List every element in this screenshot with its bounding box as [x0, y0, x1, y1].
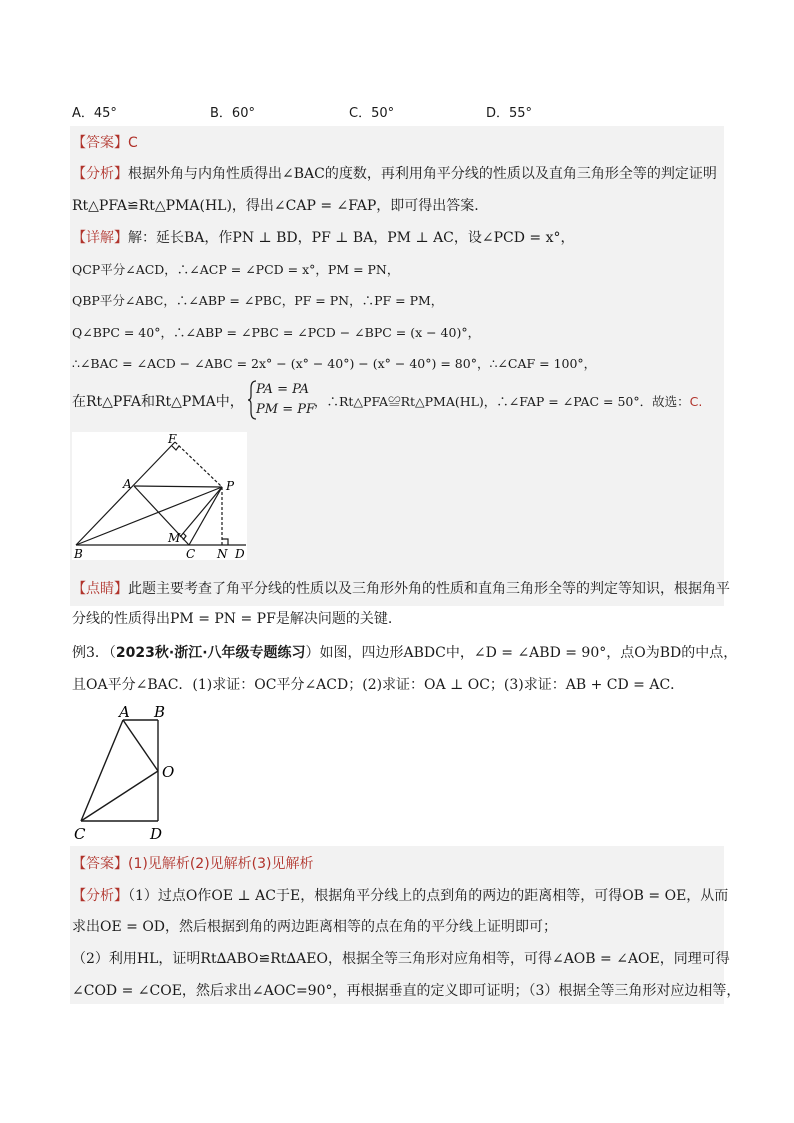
- line-AP: [134, 486, 222, 487]
- right-angle-M: [183, 533, 186, 540]
- figure-2: [72, 701, 182, 843]
- example3-text-1: ）如图，四边形ABDC中，∠D = ∠ABD = 90°，点O为BD的中点，: [305, 645, 738, 661]
- label-F: F: [168, 432, 177, 446]
- line-AO: [123, 720, 158, 771]
- label-B2: B: [154, 703, 166, 721]
- analysis2-line-4: ∠COD = ∠COE，然后求出∠AOC=90°，再根据垂直的定义即可证明；（3）根据全等三角形对应边相等，: [72, 983, 741, 999]
- choice-c: C．50°: [349, 106, 395, 121]
- analysis-line-2: Rt△PFA≌Rt△PMA(HL)，得出∠CAP = ∠FAP，即可得出答案.: [72, 198, 479, 214]
- label-P: P: [226, 479, 235, 493]
- label-A: A: [123, 477, 132, 491]
- line-FP: [175, 442, 222, 487]
- example3-prefix: 例3．（: [72, 645, 116, 661]
- label-B: B: [74, 547, 83, 560]
- right-angle-F: [172, 446, 179, 450]
- answer-line: [72, 133, 722, 153]
- brace-bottom: PM = PF: [256, 402, 315, 417]
- label-D2: D: [150, 825, 163, 843]
- detail-text-6-pre: 在Rt△PFA和Rt△PMA中，: [72, 394, 244, 410]
- example3-line-1: [72, 643, 738, 663]
- label-D: D: [235, 547, 245, 560]
- figure-1: [72, 432, 247, 560]
- line-CA: [81, 720, 123, 821]
- detail-line-4: Q∠BPC = 40°，∴∠ABP = ∠PBC = ∠PCD − ∠BPC = (x − 40)°，: [72, 325, 481, 340]
- comment-tag: 【点睛】: [72, 581, 128, 597]
- detail-text-1: 解：延长BA，作PN ⊥ BD，PF ⊥ BA，PM ⊥ AC，设∠PCD = x°，: [128, 230, 575, 246]
- answer-tag: 【答案】: [72, 135, 128, 151]
- answer-value: C: [128, 135, 138, 151]
- example3-source: 2023秋·浙江·八年级专题练习: [115, 645, 306, 661]
- comment-text-1: 此题主要考查了角平分线的性质以及三角形外角的性质和直角三角形全等的判定等知识，根据角平: [128, 581, 730, 597]
- label-C: C: [186, 547, 196, 560]
- label-N: N: [217, 547, 228, 560]
- label-M: M: [168, 531, 181, 545]
- brace-top: PA = PA: [256, 382, 310, 397]
- detail-line-6-post: [314, 392, 734, 412]
- answer2-line: [72, 854, 722, 874]
- detail-tag: 【详解】: [72, 230, 128, 246]
- comment-line-2: 分线的性质得出PM = PN = PF是解决问题的关键.: [72, 611, 393, 627]
- line-BP: [76, 487, 222, 545]
- analysis2-line-2: 求出OE = OD，然后根据到角的两边距离相等的点在角的平分线上证明即可；: [72, 919, 558, 935]
- right-angle-N: [222, 539, 228, 545]
- analysis-text-1: 根据外角与内角性质得出∠BAC的度数，再利用角平分线的性质以及直角三角形全等的判定证明: [128, 166, 717, 182]
- answer2-value: (1)见解析(2)见解析(3)见解析: [128, 856, 314, 872]
- figure-2-svg: [72, 701, 182, 843]
- example3-line-2: 且OA平分∠BAC．(1)求证：OC平分∠ACD；(2)求证：OA ⊥ OC；(3)求证：AB + CD = AC．: [72, 677, 685, 693]
- choice-a: A．45°: [72, 106, 117, 121]
- line-CO: [81, 771, 158, 821]
- label-A2: A: [119, 703, 130, 721]
- figure-1-svg: [72, 432, 247, 560]
- line-CP: [189, 487, 222, 545]
- line-MP: [180, 487, 222, 537]
- detail-line-1: [72, 228, 722, 248]
- analysis2-tag: 【分析】: [72, 888, 128, 904]
- choice-d: D．55°: [486, 106, 533, 121]
- line-BF: [76, 442, 175, 545]
- analysis-tag: 【分析】: [72, 166, 128, 182]
- analysis2-line-1: [72, 886, 729, 906]
- label-C2: C: [74, 825, 86, 843]
- analysis-line-1: [72, 164, 722, 184]
- label-O2: O: [162, 763, 175, 781]
- choice-b: B．60°: [210, 106, 255, 121]
- detail-text-6-post: ，∴Rt△PFA≌Rt△PMA(HL)，∴∠FAP = ∠PAC = 50°．故选：: [314, 394, 690, 409]
- analysis2-line-3: （2）利用HL，证明Rt∆ABO≌Rt∆AEO，根据全等三角形对应角相等，可得∠AOB = ∠AOE，同理可得: [72, 951, 730, 967]
- comment-line-1: [72, 579, 730, 599]
- detail-line-2: QCP平分∠ACD，∴∠ACP = ∠PCD = x°，PM = PN，: [72, 262, 400, 277]
- analysis2-text-1: （1）过点O作OE ⊥ AC于E，根据角平分线上的点到角的两边的距离相等，可得OB = OE，从而: [128, 888, 729, 904]
- detail-line-5: ∴∠BAC = ∠ACD − ∠ABC = 2x° − (x° − 40°) − (x° − 40°) = 80°，∴∠CAF = 100°，: [72, 356, 597, 371]
- detail-answer: C.: [689, 394, 703, 409]
- answer2-tag: 【答案】: [72, 856, 128, 872]
- detail-line-3: QBP平分∠ABC，∴∠ABP = ∠PBC，PF = PN，∴PF = PM，: [72, 293, 444, 308]
